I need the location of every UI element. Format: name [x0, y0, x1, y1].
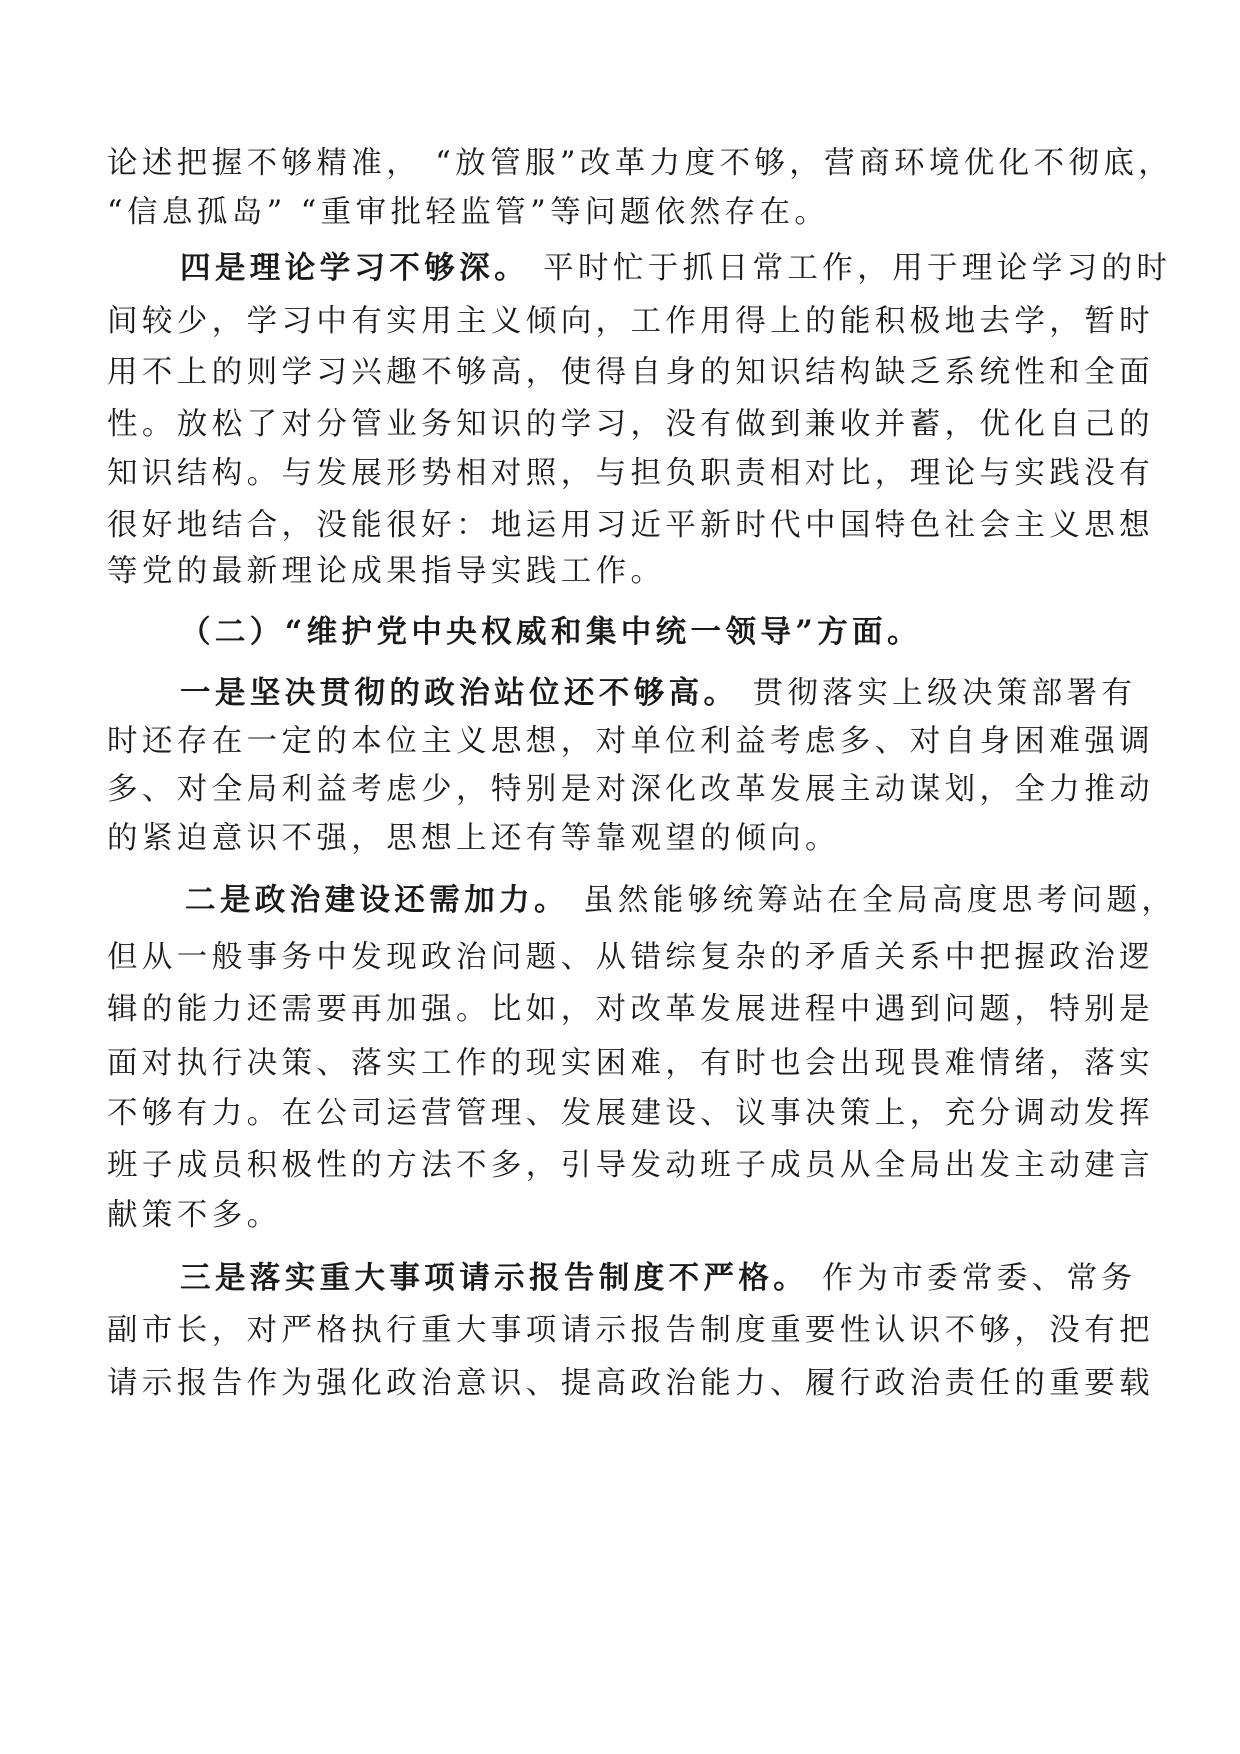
paragraph-heading: 三是落实重大事项请示报告制度不严格。	[180, 1260, 809, 1296]
paragraph-start	[180, 248, 1171, 289]
paragraph-heading: 一是坚决贯彻的政治站位还不够高。	[180, 675, 739, 711]
section-heading-text: （二）“维护党中央权威和集中统一领导”方面。	[180, 614, 922, 650]
text-line: 副市长，对严格执行重大事项请示报告制度重要性认识不够，没有把	[107, 1313, 1154, 1348]
text-line: 辑的能力还需要再加强。比如，对改革发展进程中遇到问题，特别是	[107, 992, 1154, 1027]
text-line: 间较少，学习中有实用主义倾向，工作用得上的能积极地去学，暂时	[107, 304, 1154, 339]
text-span: 作为市委常委、常务	[808, 1261, 1137, 1296]
paragraph-heading: 四是理论学习不够深。	[180, 250, 529, 286]
text-line: 面对执行决策、落实工作的现实困难，有时也会出现畏难情绪，落实	[107, 1046, 1154, 1081]
text-line: 等党的最新理论成果指导实践工作。	[107, 554, 666, 589]
paragraph-heading: 二是政治建设还需加力。	[185, 882, 569, 918]
text-line: 请示报告作为强化政治意识、提高政治能力、履行政治责任的重要载	[107, 1366, 1154, 1401]
text-line: 很好地结合，没能很好：地运用习近平新时代中国特色社会主义思想	[107, 508, 1154, 543]
text-line: 献策不多。	[107, 1198, 282, 1233]
paragraph-start	[185, 880, 1176, 921]
text-line: 论述把握不够精准， “放管服”改革力度不够，营商环境优化不彻底，	[107, 146, 1174, 181]
text-span: 虽然能够统筹站在全局高度思考问题，	[568, 883, 1177, 918]
text-line: 的紧迫意识不强，思想上还有等靠观望的倾向。	[107, 821, 840, 856]
text-span: 贯彻落实上级决策部署有	[738, 676, 1137, 711]
text-line: 但从一般事务中发现政治问题、从错综复杂的矛盾关系中把握政治逻	[107, 940, 1154, 975]
text-span: 平时忙于抓日常工作，用于理论学习的时	[529, 251, 1172, 286]
text-line: 性。放松了对分管业务知识的学习，没有做到兼收并蓄，优化自己的	[107, 407, 1154, 442]
text-line: 时还存在一定的本位主义思想，对单位利益考虑多、对自身困难强调	[107, 724, 1154, 759]
text-line: “信息孤岛” “重审批轻监管”等问题依然存在。	[107, 195, 830, 230]
text-line: 知识结构。与发展形势相对照，与担负职责相对比，理论与实践没有	[107, 456, 1154, 491]
paragraph-start	[180, 1258, 1136, 1299]
text-line: 用不上的则学习兴趣不够高，使得自身的知识结构缺乏系统性和全面	[107, 355, 1154, 390]
text-line: 不够有力。在公司运营管理、发展建设、议事决策上，充分调动发挥	[107, 1096, 1154, 1131]
section-heading	[180, 612, 922, 653]
text-line: 多、对全局利益考虑少，特别是对深化改革发展主动谋划，全力推动	[107, 772, 1154, 807]
paragraph-start	[180, 673, 1136, 714]
text-line: 班子成员积极性的方法不多，引导发动班子成员从全局出发主动建言	[107, 1148, 1154, 1183]
